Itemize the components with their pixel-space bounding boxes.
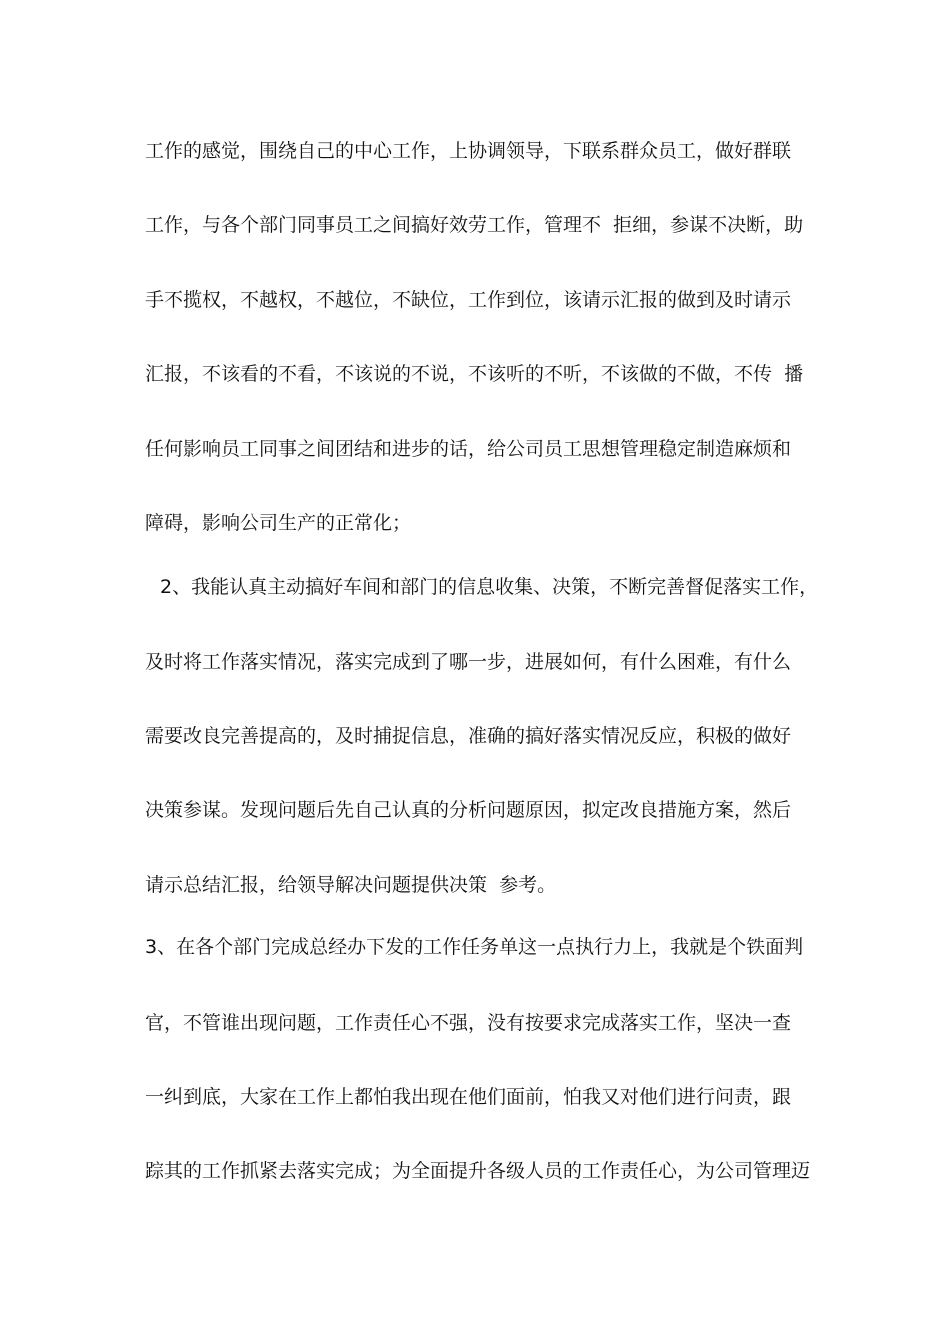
text-line: 官，不管谁出现问题，工作责任心不强，没有按要求完成落实工作，坚决一查 xyxy=(145,1012,792,1034)
text-line: 障碍，影响公司生产的正常化； xyxy=(145,512,412,534)
text-line: 工作，与各个部门同事员工之间搞好效劳工作，管理不 拒细，参谋不决断，助 xyxy=(145,214,804,236)
paragraph-2-first-line: 2、我能认真主动搞好车间和部门的信息收集、决策，不断完善督促落实工作， xyxy=(160,576,819,598)
text-line: 一纠到底，大家在工作上都怕我出现在他们面前，怕我又对他们进行问责，跟 xyxy=(145,1086,792,1108)
text-line: 任何影响员工同事之间团结和进步的话，给公司员工思想管理稳定制造麻烦和 xyxy=(145,438,792,460)
text-line: 踪其的工作抓紧去落实完成；为全面提升各级人员的工作责任心，为公司管理迈 xyxy=(145,1160,811,1182)
text-line: 决策参谋。发现问题后先自己认真的分析问题原因，拟定改良措施方案，然后 xyxy=(145,799,792,821)
paragraph-3-first-line: 3、在各个部门完成总经办下发的工作任务单这一点执行力上，我就是个铁面判 xyxy=(145,936,804,958)
text-line: 需要改良完善提高的，及时捕捉信息，准确的搞好落实情况反应，积极的做好 xyxy=(145,725,792,747)
text-line: 及时将工作落实情况，落实完成到了哪一步，进展如何，有什么困难，有什么 xyxy=(145,651,792,673)
text-line: 手不揽权，不越权，不越位，不缺位，工作到位，该请示汇报的做到及时请示 xyxy=(145,289,792,311)
text-line: 工作的感觉，围绕自己的中心工作，上协调领导，下联系群众员工，做好群联 xyxy=(145,140,792,162)
text-line: 汇报，不该看的不看，不该说的不说，不该听的不听，不该做的不做，不传 播 xyxy=(145,363,804,385)
text-line: 请示总结汇报，给领导解决问题提供决策 参考。 xyxy=(145,874,557,896)
